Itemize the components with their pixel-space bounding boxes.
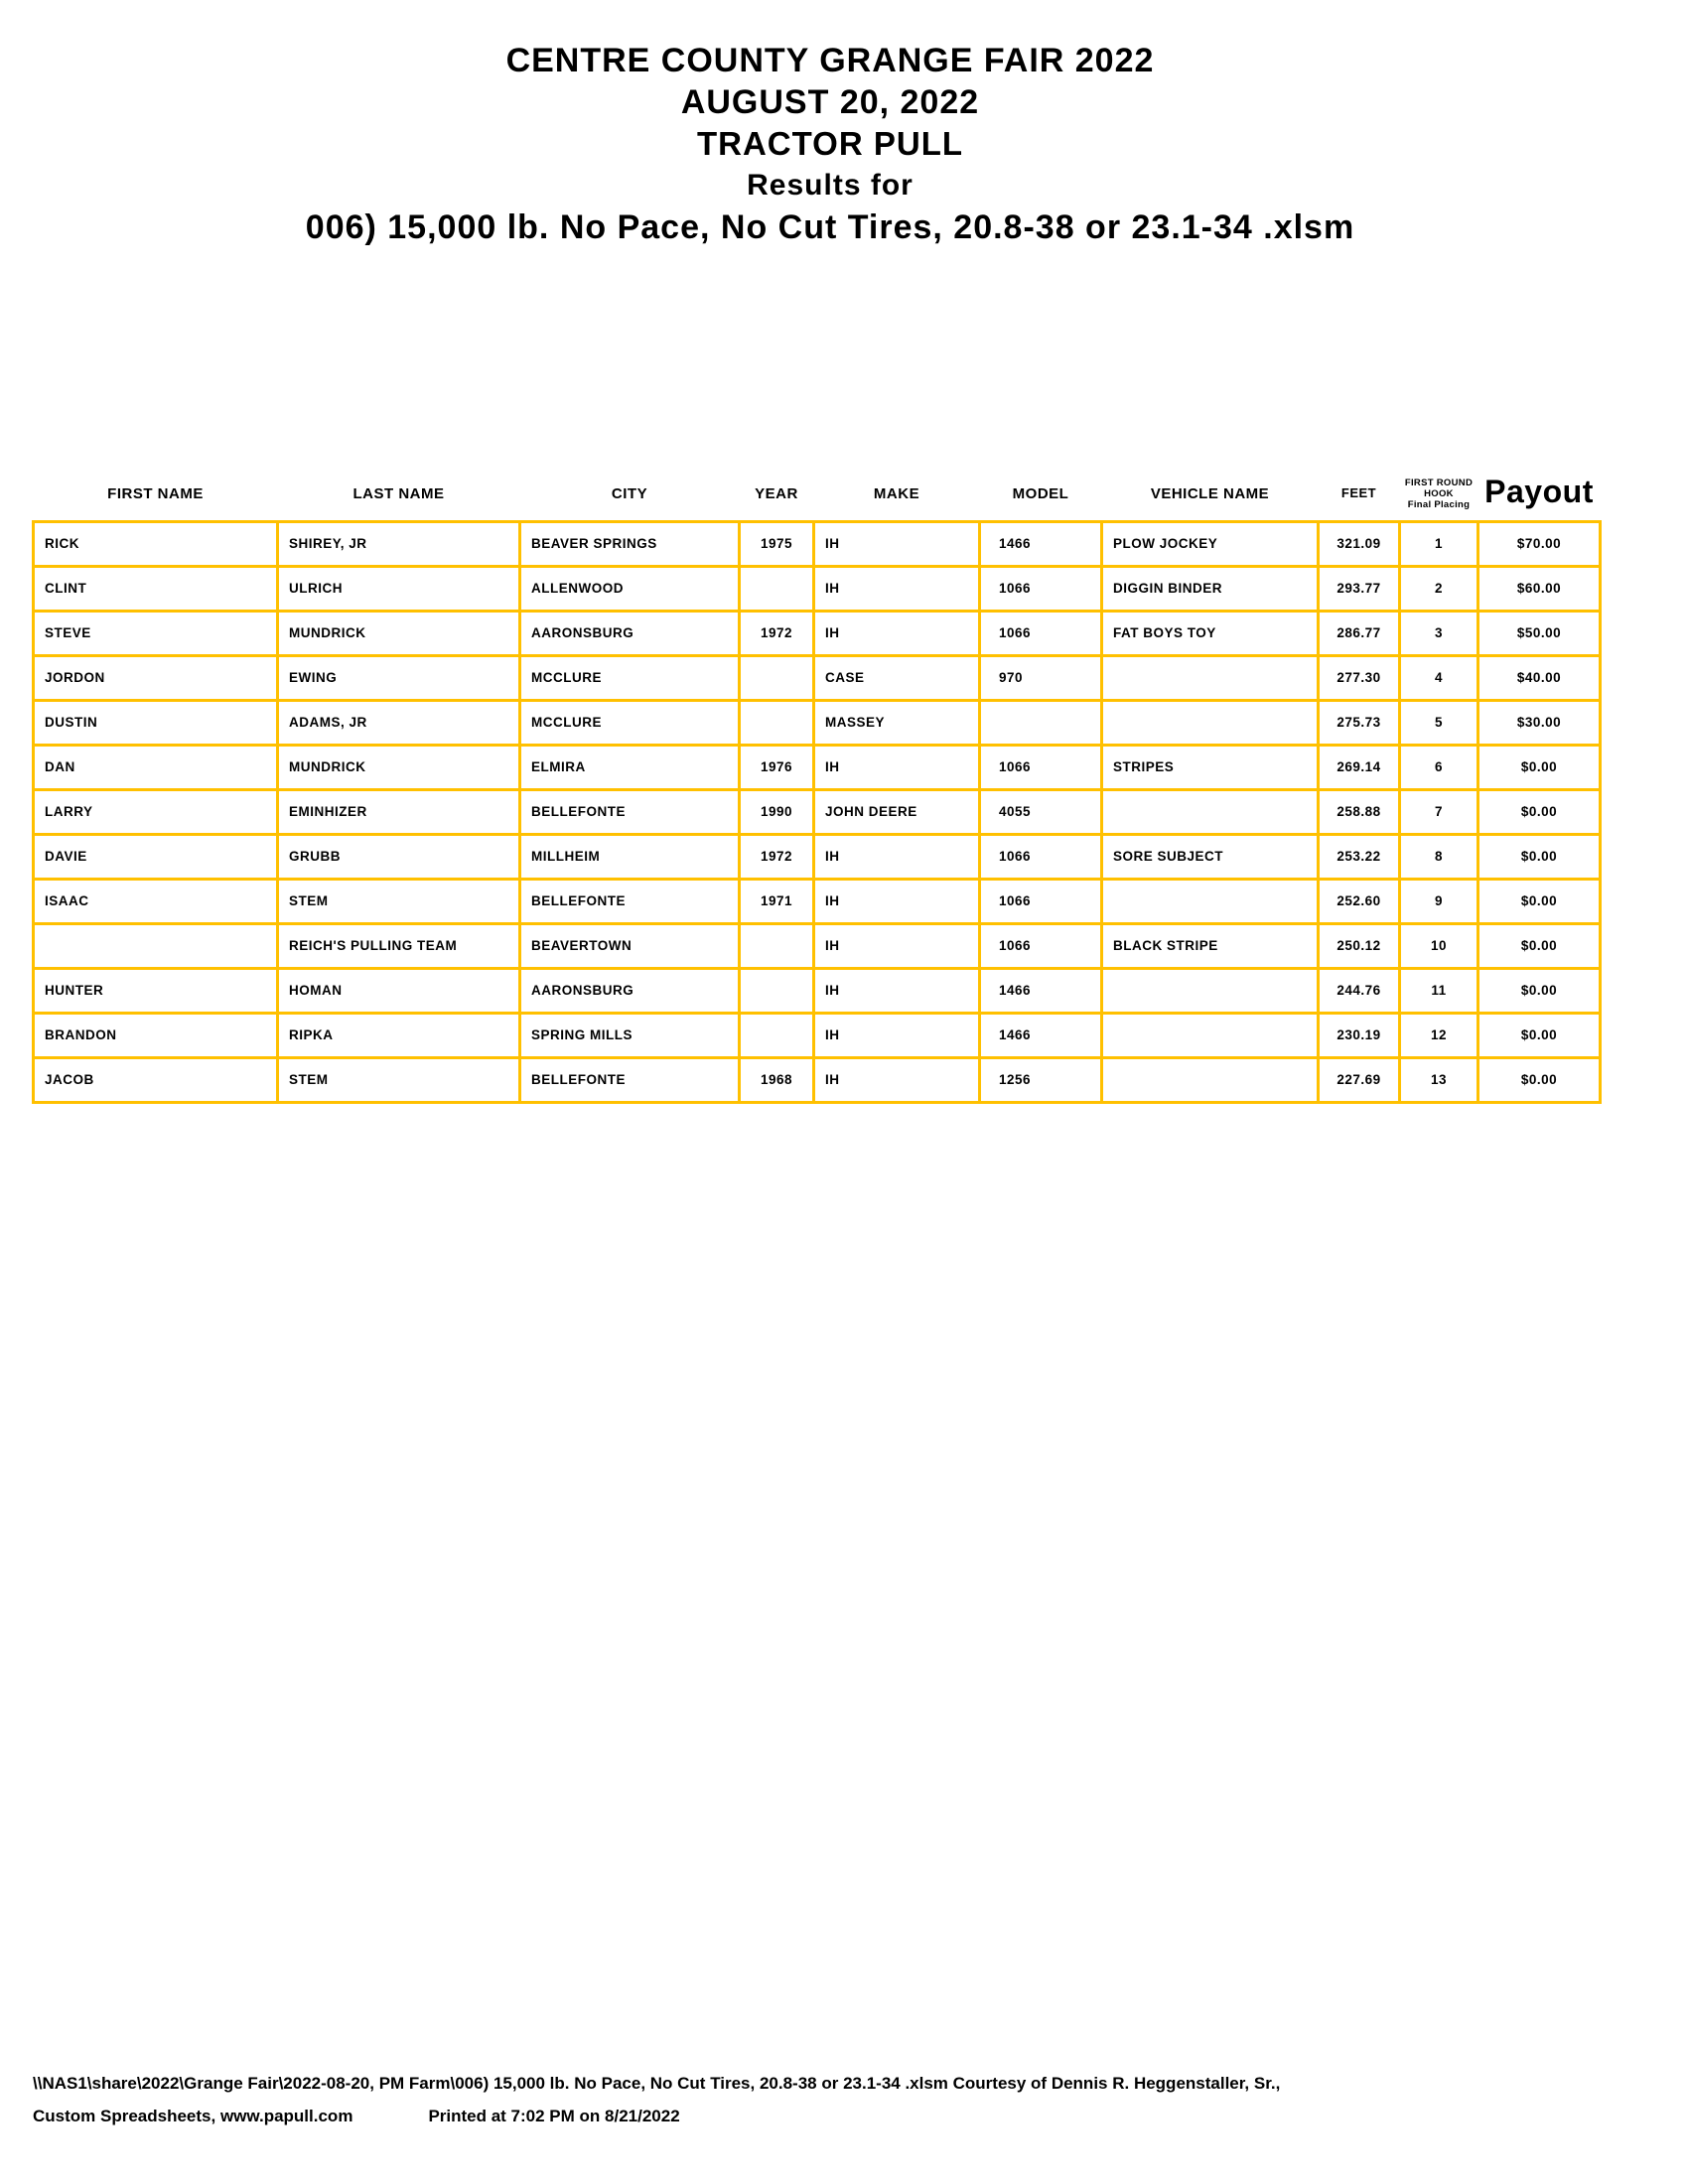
table-row	[34, 700, 1601, 745]
cell-model: 1066	[980, 611, 1102, 655]
table-row	[34, 1057, 1601, 1102]
cell-place: 3	[1400, 611, 1478, 655]
cell-make: IH	[814, 1013, 980, 1057]
table-row	[34, 789, 1601, 834]
cell-feet: 230.19	[1319, 1013, 1400, 1057]
cell-last: STEM	[278, 879, 520, 923]
cell-model: 1066	[980, 834, 1102, 879]
cell-vehicle	[1102, 789, 1319, 834]
cell-last: MUNDRICK	[278, 745, 520, 789]
cell-first: ISAAC	[34, 879, 278, 923]
cell-first: DUSTIN	[34, 700, 278, 745]
cell-make: IH	[814, 611, 980, 655]
header-last-name: LAST NAME	[352, 484, 445, 502]
cell-last: SHIREY, JR	[278, 521, 520, 566]
cell-payout: $50.00	[1478, 611, 1601, 655]
cell-feet: 286.77	[1319, 611, 1400, 655]
cell-payout: $0.00	[1478, 968, 1601, 1013]
cell-city: BEAVERTOWN	[520, 923, 740, 968]
header-hook-line2: HOOK	[1424, 487, 1454, 499]
cell-last: REICH'S PULLING TEAM	[278, 923, 520, 968]
header-hook-line1: FIRST ROUND	[1404, 477, 1474, 488]
cell-payout: $0.00	[1478, 1057, 1601, 1102]
cell-vehicle: SORE SUBJECT	[1102, 834, 1319, 879]
cell-payout: $60.00	[1478, 566, 1601, 611]
cell-year: 1968	[740, 1057, 814, 1102]
cell-first	[34, 923, 278, 968]
title-class-name: 006) 15,000 lb. No Pace, No Cut Tires, 20.8-38 or 23.1-34 .xlsm	[305, 208, 1355, 246]
header-vehicle-name: VEHICLE NAME	[1150, 484, 1270, 502]
cell-city: BELLEFONTE	[520, 879, 740, 923]
cell-make: IH	[814, 745, 980, 789]
cell-place: 2	[1400, 566, 1478, 611]
cell-place: 12	[1400, 1013, 1478, 1057]
cell-last: HOMAN	[278, 968, 520, 1013]
cell-last: EWING	[278, 655, 520, 700]
header-model: MODEL	[1012, 484, 1069, 502]
header-year: YEAR	[755, 484, 798, 502]
cell-first: JACOB	[34, 1057, 278, 1102]
cell-last: STEM	[278, 1057, 520, 1102]
cell-feet: 269.14	[1319, 745, 1400, 789]
header-feet: FEET	[1340, 484, 1377, 500]
cell-model: 1066	[980, 879, 1102, 923]
results-table-body	[34, 521, 1601, 1102]
header-payout: Payout	[1484, 473, 1594, 509]
cell-vehicle	[1102, 655, 1319, 700]
cell-payout: $0.00	[1478, 1013, 1601, 1057]
cell-make: IH	[814, 566, 980, 611]
cell-place: 13	[1400, 1057, 1478, 1102]
cell-place: 5	[1400, 700, 1478, 745]
cell-first: HUNTER	[34, 968, 278, 1013]
cell-make: CASE	[814, 655, 980, 700]
cell-city: MILLHEIM	[520, 834, 740, 879]
cell-payout: $30.00	[1478, 700, 1601, 745]
cell-last: GRUBB	[278, 834, 520, 879]
cell-year	[740, 923, 814, 968]
cell-feet: 250.12	[1319, 923, 1400, 968]
cell-feet: 275.73	[1319, 700, 1400, 745]
cell-make: IH	[814, 879, 980, 923]
cell-year: 1971	[740, 879, 814, 923]
cell-city: MCCLURE	[520, 700, 740, 745]
cell-city: AARONSBURG	[520, 611, 740, 655]
footer-print-timestamp: Printed at 7:02 PM on 8/21/2022	[428, 2107, 680, 2125]
cell-model: 1466	[980, 521, 1102, 566]
cell-vehicle	[1102, 700, 1319, 745]
cell-city: ALLENWOOD	[520, 566, 740, 611]
table-row	[34, 968, 1601, 1013]
table-row	[34, 834, 1601, 879]
cell-feet: 258.88	[1319, 789, 1400, 834]
header-first-name: FIRST NAME	[107, 484, 204, 502]
title-block	[0, 40, 1660, 248]
cell-model: 1066	[980, 745, 1102, 789]
cell-first: DAVIE	[34, 834, 278, 879]
cell-payout: $0.00	[1478, 879, 1601, 923]
cell-payout: $0.00	[1478, 923, 1601, 968]
cell-vehicle: FAT BOYS TOY	[1102, 611, 1319, 655]
cell-payout: $0.00	[1478, 745, 1601, 789]
cell-model: 1066	[980, 566, 1102, 611]
cell-city: ELMIRA	[520, 745, 740, 789]
title-date: AUGUST 20, 2022	[680, 83, 980, 121]
cell-make: IH	[814, 923, 980, 968]
footer-file-path: \\NAS1\share\2022\Grange Fair\2022-08-20, PM Farm\006) 15,000 lb. No Pace, No Cut Tires, 20.8-38 or 23.1-34 .xlsm Courtesy of Dennis R. Heggenstaller, Sr.,	[33, 2074, 1281, 2093]
cell-make: IH	[814, 1057, 980, 1102]
cell-vehicle: STRIPES	[1102, 745, 1319, 789]
cell-first: DAN	[34, 745, 278, 789]
results-table	[32, 445, 1602, 1104]
results-table-header	[34, 445, 1601, 521]
cell-vehicle: DIGGIN BINDER	[1102, 566, 1319, 611]
cell-vehicle	[1102, 1013, 1319, 1057]
cell-model: 970	[980, 655, 1102, 700]
cell-make: IH	[814, 834, 980, 879]
cell-last: RIPKA	[278, 1013, 520, 1057]
cell-year	[740, 968, 814, 1013]
table-row	[34, 655, 1601, 700]
cell-vehicle	[1102, 879, 1319, 923]
cell-make: IH	[814, 521, 980, 566]
cell-city: BELLEFONTE	[520, 1057, 740, 1102]
cell-city: BELLEFONTE	[520, 789, 740, 834]
cell-first: CLINT	[34, 566, 278, 611]
header-row	[34, 445, 1601, 521]
cell-first: RICK	[34, 521, 278, 566]
cell-make: JOHN DEERE	[814, 789, 980, 834]
footer-credits-line	[33, 2100, 1671, 2132]
header-city: CITY	[611, 484, 648, 502]
cell-city: MCCLURE	[520, 655, 740, 700]
cell-place: 1	[1400, 521, 1478, 566]
cell-year	[740, 1013, 814, 1057]
cell-place: 4	[1400, 655, 1478, 700]
cell-place: 6	[1400, 745, 1478, 789]
title-results-for: Results for	[747, 169, 914, 202]
cell-model	[980, 700, 1102, 745]
table-row	[34, 521, 1601, 566]
cell-feet: 253.22	[1319, 834, 1400, 879]
cell-city: BEAVER SPRINGS	[520, 521, 740, 566]
table-row	[34, 611, 1601, 655]
table-row	[34, 745, 1601, 789]
cell-year: 1975	[740, 521, 814, 566]
cell-payout: $0.00	[1478, 834, 1601, 879]
cell-model: 1066	[980, 923, 1102, 968]
cell-vehicle	[1102, 1057, 1319, 1102]
cell-feet: 321.09	[1319, 521, 1400, 566]
cell-vehicle	[1102, 968, 1319, 1013]
footer-block	[33, 2067, 1671, 2132]
cell-city: SPRING MILLS	[520, 1013, 740, 1057]
cell-last: ULRICH	[278, 566, 520, 611]
cell-year: 1976	[740, 745, 814, 789]
cell-model: 1256	[980, 1057, 1102, 1102]
cell-last: MUNDRICK	[278, 611, 520, 655]
cell-last: EMINHIZER	[278, 789, 520, 834]
cell-place: 8	[1400, 834, 1478, 879]
title-event: CENTRE COUNTY GRANGE FAIR 2022	[505, 42, 1155, 79]
cell-place: 9	[1400, 879, 1478, 923]
cell-year	[740, 700, 814, 745]
cell-year	[740, 655, 814, 700]
cell-place: 11	[1400, 968, 1478, 1013]
cell-place: 7	[1400, 789, 1478, 834]
footer-credit: Custom Spreadsheets, www.papull.com	[33, 2107, 353, 2125]
cell-payout: $70.00	[1478, 521, 1601, 566]
cell-city: AARONSBURG	[520, 968, 740, 1013]
table-row	[34, 1013, 1601, 1057]
cell-feet: 293.77	[1319, 566, 1400, 611]
header-make: MAKE	[873, 484, 920, 502]
cell-payout: $0.00	[1478, 789, 1601, 834]
cell-payout: $40.00	[1478, 655, 1601, 700]
cell-model: 1466	[980, 1013, 1102, 1057]
cell-year: 1990	[740, 789, 814, 834]
header-first-round-hook	[1400, 445, 1478, 521]
cell-first: JORDON	[34, 655, 278, 700]
cell-model: 4055	[980, 789, 1102, 834]
cell-feet: 227.69	[1319, 1057, 1400, 1102]
cell-year	[740, 566, 814, 611]
cell-vehicle: PLOW JOCKEY	[1102, 521, 1319, 566]
cell-year: 1972	[740, 834, 814, 879]
cell-year: 1972	[740, 611, 814, 655]
cell-first: BRANDON	[34, 1013, 278, 1057]
cell-feet: 277.30	[1319, 655, 1400, 700]
header-hook-line3: Final Placing	[1407, 498, 1471, 510]
cell-last: ADAMS, JR	[278, 700, 520, 745]
cell-vehicle: BLACK STRIPE	[1102, 923, 1319, 968]
table-row	[34, 923, 1601, 968]
cell-first: LARRY	[34, 789, 278, 834]
title-contest: TRACTOR PULL	[696, 125, 964, 162]
table-row	[34, 879, 1601, 923]
cell-model: 1466	[980, 968, 1102, 1013]
cell-feet: 244.76	[1319, 968, 1400, 1013]
cell-make: IH	[814, 968, 980, 1013]
cell-feet: 252.60	[1319, 879, 1400, 923]
cell-make: MASSEY	[814, 700, 980, 745]
table-row	[34, 566, 1601, 611]
cell-first: STEVE	[34, 611, 278, 655]
cell-place: 10	[1400, 923, 1478, 968]
